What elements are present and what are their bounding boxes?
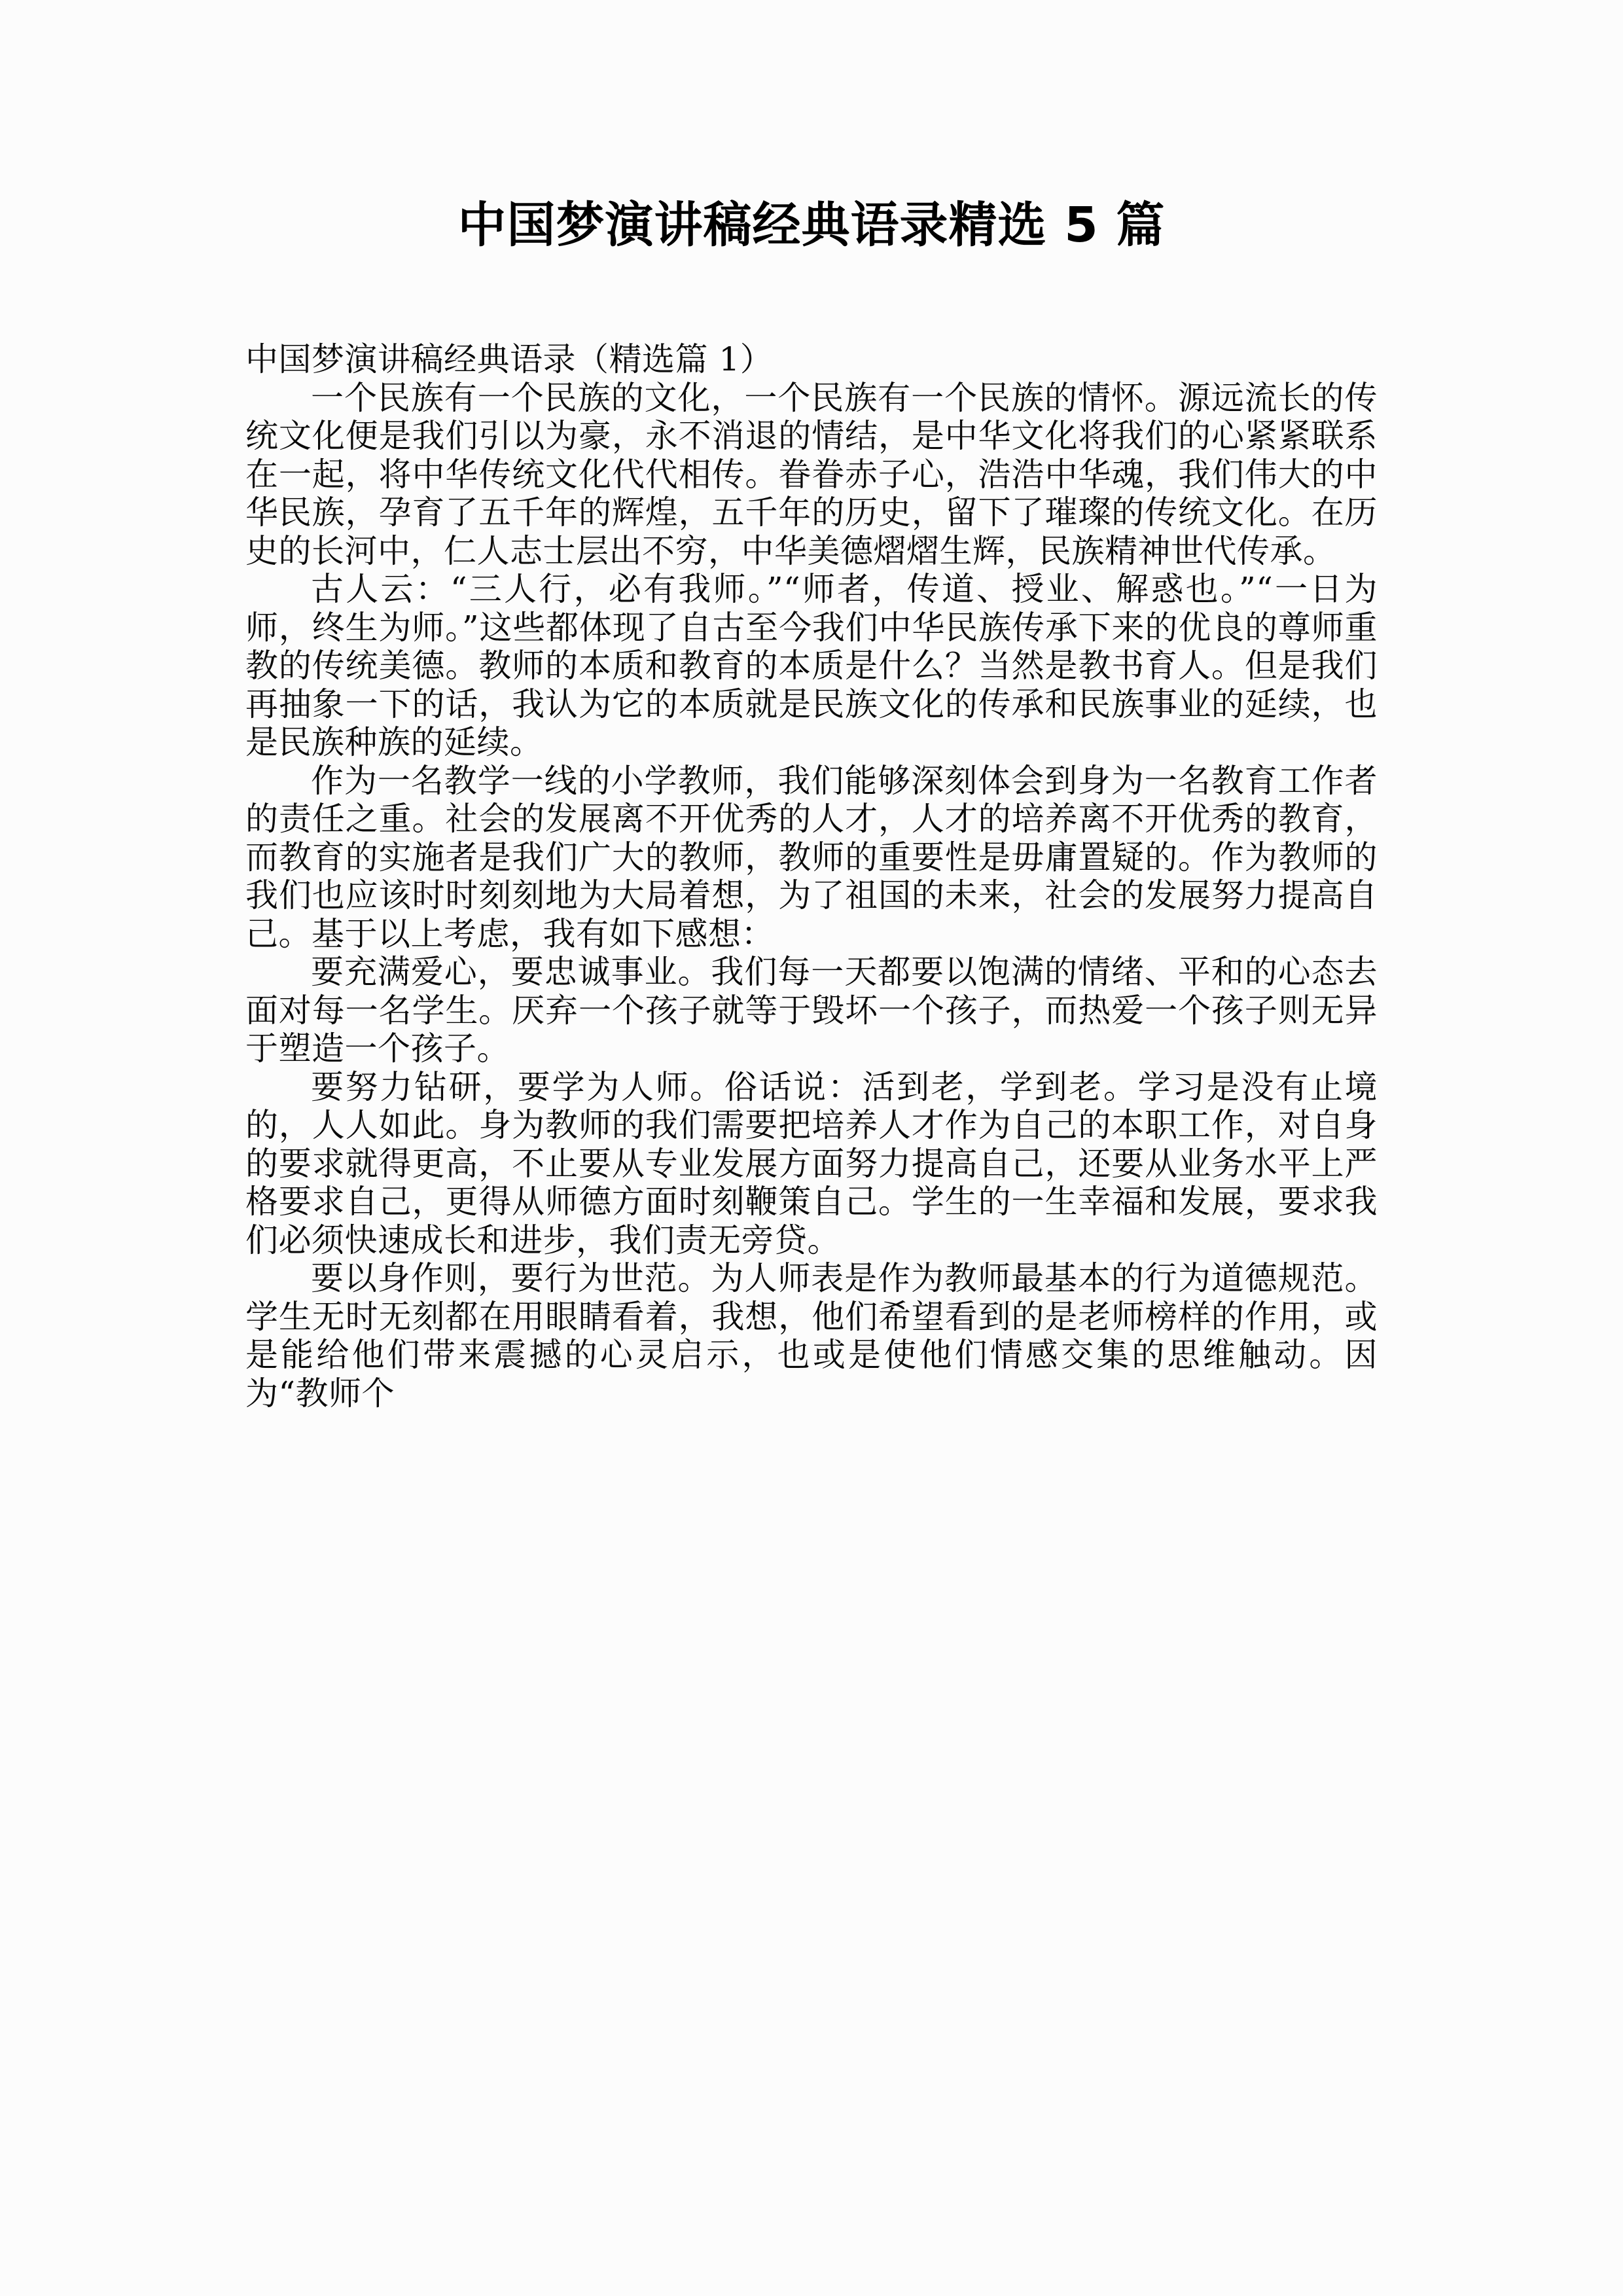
- paragraph-6: 要以身作则，要行为世范。为人师表是作为教师最基本的行为道德规范。学生无时无刻都在用眼睛看着，我想，他们希望看到的是老师榜样的作用，或是能给他们带来震撼的心灵启示，也或是使他们情感交集的思维触动。因为“教师个: [245, 1259, 1378, 1412]
- paragraph-2: 古人云：“三人行，必有我师。”“师者，传道、授业、解惑也。”“一日为师，终生为师。”这些都体现了自古至今我们中华民族传承下来的优良的尊师重教的传统美德。教师的本质和教育的本质是什么？当然是教书育人。但是我们再抽象一下的话，我认为它的本质就是民族文化的传承和民族事业的延续，也是民族种族的延续。: [245, 570, 1378, 761]
- page-text-column: [245, 0, 1378, 2296]
- paragraph-3: 作为一名教学一线的小学教师，我们能够深刻体会到身为一名教育工作者的责任之重。社会的发展离不开优秀的人才，人才的培养离不开优秀的教育，而教育的实施者是我们广大的教师，教师的重要性是毋庸置疑的。作为教师的我们也应该时时刻刻地为大局着想，为了祖国的未来，社会的发展努力提高自己。基于以上考虑，我有如下感想：: [245, 761, 1378, 953]
- paragraph-5: 要努力钻研，要学为人师。俗话说：活到老，学到老。学习是没有止境的，人人如此。身为教师的我们需要把培养人才作为自己的本职工作，对自身的要求就得更高，不止要从专业发展方面努力提高自己，还要从业务水平上严格要求自己，更得从师德方面时刻鞭策自己。学生的一生幸福和发展，要求我们必须快速成长和进步，我们责无旁贷。: [245, 1067, 1378, 1259]
- document-body: [245, 340, 1378, 1412]
- section-heading: 中国梦演讲稿经典语录（精选篇 1）: [245, 340, 774, 378]
- paragraph-1: 一个民族有一个民族的文化，一个民族有一个民族的情怀。源远流长的传统文化便是我们引以为豪，永不消退的情结，是中华文化将我们的心紧紧联系在一起，将中华传统文化代代相传。眷眷赤子心，浩浩中华魂，我们伟大的中华民族，孕育了五千年的辉煌，五千年的历史，留下了璀璨的传统文化。在历史的长河中，仁人志士层出不穷，中华美德熠熠生辉，民族精神世代传承。: [245, 378, 1378, 570]
- paragraph-4: 要充满爱心，要忠诚事业。我们每一天都要以饱满的情绪、平和的心态去面对每一名学生。厌弃一个孩子就等于毁坏一个孩子，而热爱一个孩子则无异于塑造一个孩子。: [245, 953, 1378, 1067]
- page-title: 中国梦演讲稿经典语录精选 5 篇: [457, 197, 1166, 253]
